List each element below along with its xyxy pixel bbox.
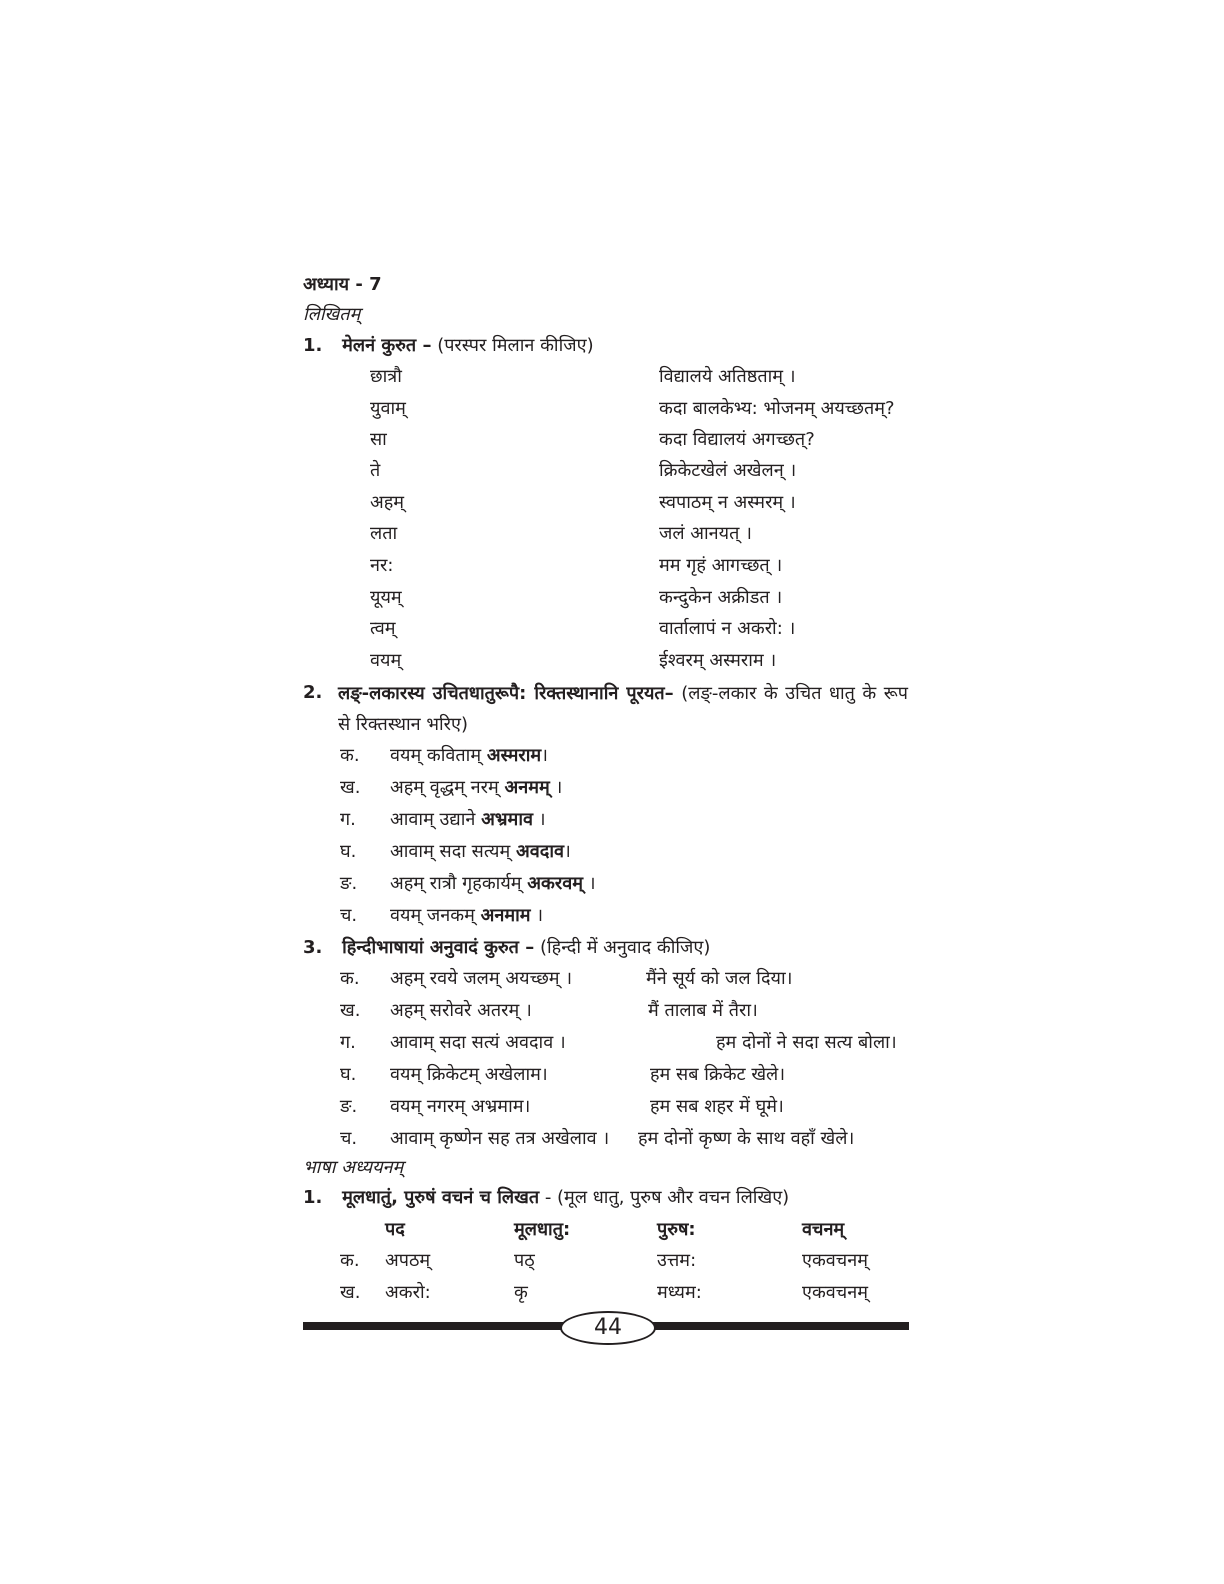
q1-left-item: नर:	[370, 555, 394, 576]
q2-item-label: घ.	[340, 841, 357, 862]
table-cell: मध्यम:	[657, 1282, 702, 1303]
q3-item	[340, 1062, 548, 1088]
q2-item-end: ।	[541, 745, 548, 766]
q3-item	[340, 966, 572, 992]
q3-item-hindi: हम सब शहर में घूमे।	[650, 1096, 784, 1117]
q1-left-item: छात्रौ	[370, 366, 402, 387]
q3-item-sanskrit: वयम् नगरम् अभ्रमाम।	[390, 1096, 531, 1117]
q2-item	[340, 903, 543, 929]
q3-item-hindi: मैंने सूर्य को जल दिया।	[646, 968, 793, 989]
q2-title: लङ्-लकारस्य उचितधातुरूपै: रिक्तस्थानानि पूरयत–	[338, 683, 674, 704]
table-cell: कृ	[514, 1282, 528, 1303]
q1-right-item: मम गृहं आगच्छत् ।	[659, 555, 783, 576]
q3-item	[340, 998, 532, 1024]
q2-item-label: ख.	[340, 777, 361, 798]
q3-hint: (हिन्दी में अनुवाद कीजिए)	[539, 937, 711, 958]
q3-item-hindi: हम सब क्रिकेट खेले।	[650, 1064, 786, 1085]
chapter-heading: अध्याय - 7	[303, 274, 382, 295]
q3-item	[340, 1094, 530, 1120]
q1-right-item: कन्दुकेन अक्रीडत ।	[659, 587, 783, 608]
q1-left-item: यूयम्	[370, 587, 402, 608]
q3-item-label: ङ.	[340, 1096, 358, 1117]
table-header-number: वचनम्	[802, 1219, 845, 1240]
q3-item	[340, 1126, 609, 1152]
table-cell: उत्तम:	[657, 1250, 697, 1271]
q1-right-item: क्रिकेटखेलं अखेलन् ।	[659, 460, 797, 481]
q3-item-label: ख.	[340, 1000, 361, 1021]
q2-item-label: क.	[340, 745, 360, 766]
q2-item-label: ङ.	[340, 873, 358, 894]
q2-item-answer: अनमम्	[504, 777, 550, 798]
table-row-label: क.	[340, 1250, 360, 1271]
q2-item-end: ।	[582, 873, 596, 894]
table-cell: एकवचनम्	[802, 1282, 868, 1303]
q3-item	[340, 1030, 566, 1056]
table-header-pada: पद	[385, 1219, 405, 1240]
lq1-title: मूलधातुं, पुरुषं वचनं च लिखत	[342, 1187, 540, 1208]
q1-number: 1.	[303, 335, 323, 356]
q2-item-text: अहम् रात्रौ गृहकार्यम्	[390, 873, 522, 894]
q2-item-end: ।	[549, 777, 563, 798]
q2-item-label: ग.	[340, 809, 356, 830]
lq1-hint: - (मूल धातु, पुरुष और वचन लिखिए)	[544, 1187, 790, 1208]
q2-item	[340, 839, 571, 865]
q2-item-label: च.	[340, 905, 358, 926]
q2-item	[340, 871, 596, 897]
q2-item-text: आवाम् उद्याने	[390, 809, 476, 830]
q1-right-item: वार्तालापं न अकरो: ।	[659, 618, 796, 639]
q3-item-label: घ.	[340, 1064, 357, 1085]
q2-item-end: ।	[530, 905, 544, 926]
q2-item-end: ।	[564, 841, 571, 862]
q3-heading	[303, 935, 710, 961]
q2-item-answer: अकरवम्	[527, 873, 583, 894]
q1-left-item: त्वम्	[370, 618, 396, 639]
q3-number: 3.	[303, 937, 323, 958]
q1-left-item: अहम्	[370, 492, 405, 513]
q2-item	[340, 775, 562, 801]
q2-item-answer: अस्मराम	[486, 745, 542, 766]
q1-left-item: वयम्	[370, 650, 402, 671]
q1-left-item: लता	[370, 523, 398, 544]
table-row-label: ख.	[340, 1282, 361, 1303]
q1-left-item: युवाम्	[370, 398, 406, 419]
q1-left-item: सा	[370, 429, 387, 450]
q3-item-sanskrit: आवाम् सदा सत्यं अवदाव ।	[390, 1032, 566, 1053]
q1-right-item: कदा बालकेभ्य: भोजनम् अयच्छतम्?	[659, 398, 895, 419]
q2-item-answer: अभ्रमाव	[481, 809, 533, 830]
q2-item-text: वयम् जनकम्	[390, 905, 475, 926]
table-cell: अपठम्	[385, 1250, 431, 1271]
q3-item-sanskrit: वयम् क्रिकेटम् अखेलाम।	[390, 1064, 548, 1085]
q1-right-item: विद्यालये अतिष्ठताम् ।	[659, 366, 796, 387]
q1-right-item: कदा विद्यालयं अगच्छत्?	[659, 429, 815, 450]
q1-left-item: ते	[370, 460, 381, 481]
q2-item-text: अहम् वृद्धम् नरम्	[390, 777, 499, 798]
q3-item-label: ग.	[340, 1032, 356, 1053]
q3-item-sanskrit: अहम् रवये जलम् अयच्छम् ।	[390, 968, 573, 989]
q3-item-label: च.	[340, 1128, 358, 1149]
q2-heading	[303, 680, 322, 706]
section-language-heading: भाषा अध्ययनम्	[303, 1157, 404, 1178]
page-number: 44	[560, 1311, 656, 1345]
q1-right-item: जलं आनयत् ।	[659, 523, 752, 544]
q2-hint-line2: धातु के रूप से रिक्तस्थान भरिए)	[338, 683, 908, 735]
q2-hint-line1: (लङ्-लकार के उचित	[681, 683, 822, 704]
q2-number: 2.	[303, 682, 323, 703]
q1-right-item: ईश्वरम् अस्मराम ।	[659, 650, 777, 671]
q2-item-text: आवाम् सदा सत्यम्	[390, 841, 511, 862]
q1-right-item: स्वपाठम् न अस्मरम् ।	[659, 492, 796, 513]
q3-item-hindi: हम दोनों कृष्ण के साथ वहाँ खेले।	[638, 1128, 855, 1149]
lq1-number: 1.	[303, 1187, 323, 1208]
q2-item-end: ।	[533, 809, 546, 830]
q1-hint: (परस्पर मिलान कीजिए)	[437, 335, 594, 356]
q1-heading	[303, 333, 594, 359]
q2-item	[340, 807, 546, 833]
q2-instruction	[338, 678, 908, 740]
q2-item-answer: अवदाव	[516, 841, 564, 862]
table-cell: पठ्	[514, 1250, 535, 1271]
q3-title: हिन्दीभाषायां अनुवादं कुरुत –	[342, 937, 535, 958]
table-header-person: पुरुष:	[657, 1219, 696, 1240]
q2-item	[340, 743, 548, 769]
q2-item-answer: अनमाम	[480, 905, 531, 926]
q1-title: मेलनं कुरुत –	[342, 335, 432, 356]
q3-item-hindi: हम दोनों ने सदा सत्य बोला।	[716, 1032, 897, 1053]
table-cell: अकरो:	[385, 1282, 431, 1303]
table-cell: एकवचनम्	[802, 1250, 868, 1271]
q3-item-sanskrit: आवाम् कृष्णेन सह तत्र अखेलाव ।	[390, 1128, 610, 1149]
q3-item-sanskrit: अहम् सरोवरे अतरम् ।	[390, 1000, 532, 1021]
q3-item-hindi: मैं तालाब में तैरा।	[648, 1000, 758, 1021]
lq1-heading	[303, 1185, 789, 1211]
table-header-root: मूलधातु:	[514, 1219, 571, 1240]
q3-item-label: क.	[340, 968, 360, 989]
section-written-heading: लिखितम्	[303, 304, 361, 325]
q2-item-text: वयम् कविताम्	[390, 745, 482, 766]
